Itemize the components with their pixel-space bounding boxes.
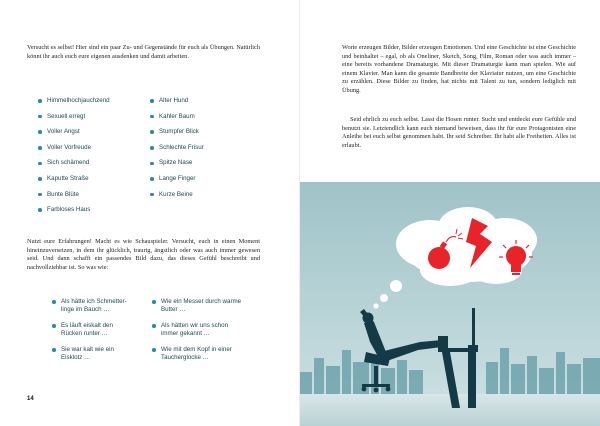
exercise-label: Lange Finger bbox=[159, 174, 196, 182]
bullet-icon bbox=[38, 99, 42, 103]
exercise-item bbox=[150, 159, 250, 175]
bullet-icon bbox=[52, 300, 56, 304]
simile-list-right bbox=[152, 298, 242, 370]
exercise-item bbox=[38, 191, 138, 207]
experience-paragraph: Nutzt eure Erfahrungen! Macht es wie Schauspieler. Versucht, euch in einen Moment hineinzuversetzen, in dem ihr glücklich, traurig, ängstlich oder was auch immer gewesen seid. Und dann schafft ein passendes Bild dazu, das dieses Gefühl beschreibt und nachvollziehbar ist. So was wie: bbox=[27, 238, 260, 271]
simile-list-left bbox=[52, 298, 128, 370]
exercise-item bbox=[38, 128, 138, 144]
right-paragraph-1: Worte erzeugen Bilder, Bilder erzeugen Emotionen. Und eine Geschichte ist eine Geschichte und beinhaltet – egal, ob als Oneliner, Sketch, Song, Film, Roman oder was auch immer – eine bereits vorhandene Dramaturgie. Mit dieser Dramaturgie kann man spielen. Wie auf einem Klavier. Man kann die gesamte Bandbreite der Klaviatur nutzen, um eine Geschichte zu erzählen. Diese Bilder zu finden, hat nichts mit Talent zu tun, sondern lediglich mit Übung. bbox=[342, 44, 576, 94]
exercise-label: Spitze Nase bbox=[159, 159, 193, 167]
bullet-icon bbox=[150, 130, 154, 134]
exercise-label: Bunte Blüte bbox=[47, 190, 79, 198]
bullet-icon bbox=[150, 146, 154, 150]
simile-label: Sie war kalt wie ein Eisklotz … bbox=[61, 346, 114, 362]
bullet-icon bbox=[152, 348, 156, 352]
simile-item bbox=[152, 298, 242, 322]
simile-item bbox=[52, 346, 128, 370]
exercise-label: Voller Angst bbox=[47, 128, 80, 136]
exercise-item bbox=[150, 175, 250, 191]
exercise-list-left bbox=[38, 97, 138, 222]
exercise-item bbox=[38, 144, 138, 160]
writer-daydream-illustration bbox=[300, 182, 600, 426]
page-number: 14 bbox=[27, 396, 34, 402]
simile-item bbox=[52, 298, 128, 322]
intro-paragraph: Versucht es selbst! Hier sind ein paar Zu- und Gegenstände für euch als Übungen. Natürlich könnt ihr auch euch eure eigenen ausdenken und damit arbeiten. bbox=[27, 44, 260, 60]
simile-label: Es läuft eiskalt den Rücken runter … bbox=[61, 322, 113, 338]
bullet-icon bbox=[150, 99, 154, 103]
bullet-icon bbox=[38, 208, 42, 212]
exercise-label: Himmelhochjauchzend bbox=[47, 97, 110, 104]
bullet-icon bbox=[38, 146, 42, 150]
bullet-icon bbox=[150, 115, 154, 119]
exercise-label: Farbloses Haus bbox=[47, 206, 91, 214]
bullet-icon bbox=[38, 177, 42, 181]
exercise-label: Stumpfer Blick bbox=[159, 128, 199, 136]
exercise-label: Schlechte Frisur bbox=[159, 143, 204, 151]
bullet-icon bbox=[150, 162, 154, 166]
exercise-label: Sich schämend bbox=[47, 159, 90, 167]
exercise-label: Kaputte Straße bbox=[47, 174, 89, 182]
bullet-icon bbox=[52, 348, 56, 352]
exercise-item bbox=[150, 144, 250, 160]
bullet-icon bbox=[150, 193, 154, 197]
simile-item bbox=[152, 346, 242, 370]
simile-label: Wie mit dem Kopf in einer Taucherglocke … bbox=[161, 346, 232, 362]
bullet-icon bbox=[152, 300, 156, 304]
exercise-item bbox=[150, 97, 250, 113]
exercise-list-right bbox=[150, 97, 250, 206]
exercise-item bbox=[150, 113, 250, 129]
simile-item bbox=[152, 322, 242, 346]
bullet-icon bbox=[150, 177, 154, 181]
right-page bbox=[300, 0, 600, 426]
simile-label: Als hätte ich Schmetter- linge im Bauch … bbox=[61, 298, 127, 314]
exercise-item bbox=[150, 128, 250, 144]
simile-label: Wie ein Messer durch warme Butter … bbox=[161, 298, 242, 314]
exercise-item bbox=[38, 113, 138, 129]
right-paragraph-2: Seid ehrlich zu euch selbst. Lasst die Hosen runter. Sucht und entdeckt eure Gefühle und benutzt sie. Letztendlich kann euch niemand beweisen, dass ihr für eure Protagonisten eine Anleihe bei euch selbst genommen habt. Ihr seid Schreiber. Ihr habt alle Freiheiten. Alles ist erlaubt. bbox=[342, 116, 576, 149]
exercise-label: Voller Vorfreude bbox=[47, 143, 92, 151]
exercise-label: Kahler Baum bbox=[159, 112, 195, 120]
exercise-label: Sexuell erregt bbox=[47, 112, 86, 120]
exercise-item bbox=[38, 159, 138, 175]
exercise-item bbox=[150, 191, 250, 207]
bullet-icon bbox=[52, 324, 56, 328]
exercise-item bbox=[38, 175, 138, 191]
simile-label: Als hätten wir uns schon immer gekannt … bbox=[161, 322, 229, 338]
bullet-icon bbox=[152, 324, 156, 328]
simile-item bbox=[52, 322, 128, 346]
floor bbox=[300, 394, 600, 426]
exercise-label: Alter Hund bbox=[159, 97, 189, 104]
exercise-label: Kurze Beine bbox=[159, 190, 193, 198]
bullet-icon bbox=[38, 130, 42, 134]
bullet-icon bbox=[38, 193, 42, 197]
bullet-icon bbox=[38, 162, 42, 166]
exercise-item bbox=[38, 97, 138, 113]
bullet-icon bbox=[38, 115, 42, 119]
exercise-item bbox=[38, 206, 138, 222]
